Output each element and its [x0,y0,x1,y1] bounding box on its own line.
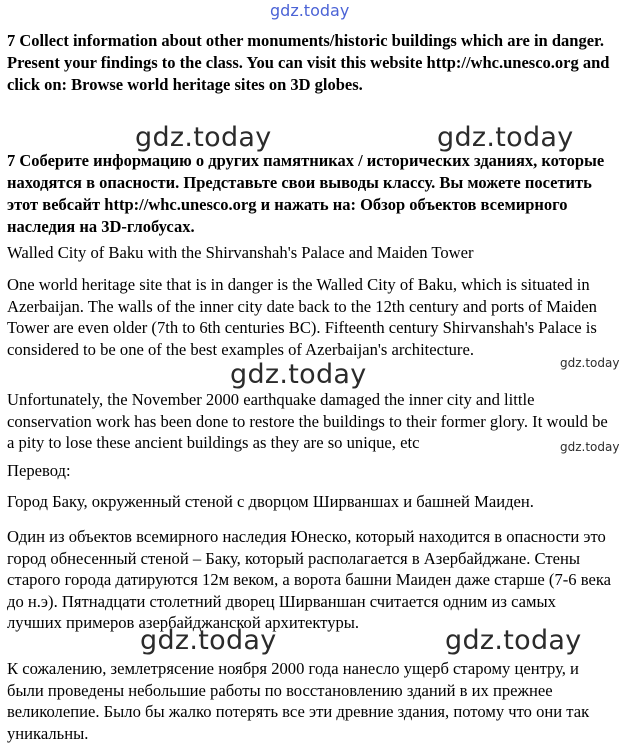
translation-title: Город Баку, окруженный стеной с дворцом Ширваншах и башней Маиден. [7,492,534,511]
watermark-5: gdz.today [445,625,582,656]
task-russian: 7 Соберите информацию о других памятниках / исторических зданиях, которые находятся в опасности. Представьте свои выводы классу. Вы можете посетить этот вебсайт http://whc.unesco.org и нажать на: Обзор объектов всемирного наследия на 3D-глобусах. [7,151,605,236]
answer-paragraph-1: One world heritage site that is in danger is the Walled City of Baku, which is situated in Azerbaijan. The walls of the inner city date back to the 12th century and ports of Maiden Tower are even older (7th to 6th centuries BC). Fifteenth century Shirvanshah's Palace is considered to be one of the best examples of Azerbaijan's architecture. [7,275,597,359]
watermark-small-2: gdz.today [560,440,620,454]
watermark-top: gdz.today [270,1,350,20]
watermark-2: gdz.today [437,122,574,153]
answer-title: Walled City of Baku with the Shirvanshah's Palace and Maiden Tower [7,243,474,262]
task-english: 7 Collect information about other monuments/historic buildings which are in danger. Present your findings to the class. You can visit this website http://whc.unesco.org and click on: Browse world heritage sites on 3D globes. [7,31,610,94]
translation-paragraph-1: Один из объектов всемирного наследия Юнеско, который находится в опасности это город обнесенный стеной – Баку, который располагается в Азербайджане. Стены старого города датируются 12м веком, а ворота башни Маиден даже старше (7-6 века до н.э). Пятнадцати столетний дворец Ширваншан считается одним из самых лучших примеров азербайджанской архитектуры. [7,527,612,632]
answer-paragraph-2: Unfortunately, the November 2000 earthquake damaged the inner city and little conservation work has been done to restore the buildings to their former glory. It would be a pity to lose these ancient buildings as they are so unique, etc [7,390,608,452]
translation-label: Перевод: [7,461,71,480]
translation-paragraph-2: К сожалению, землетрясение ноября 2000 года нанесло ущерб старому центру, и были проведены небольшие работы по восстановлению зданий в их прежнее великолепие. Было бы жалко потерять все эти древние здания, потому что они так уникальны. [7,659,590,743]
watermark-small-1: gdz.today [560,356,620,370]
watermark-4: gdz.today [140,625,277,656]
watermark-3: gdz.today [230,359,367,390]
watermark-1: gdz.today [135,122,272,153]
